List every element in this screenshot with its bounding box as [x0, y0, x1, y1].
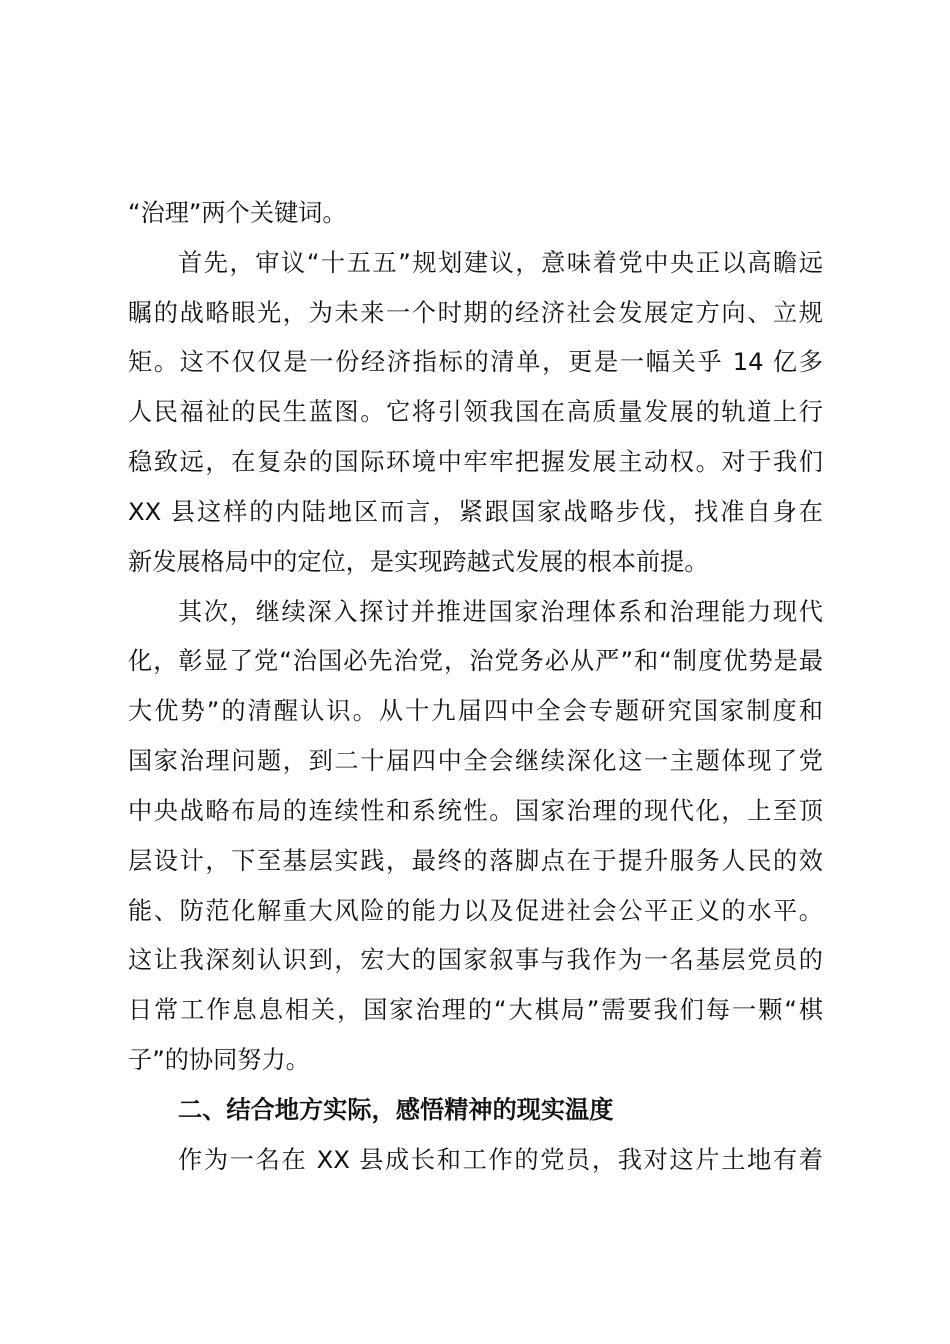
text-line: 国家治理问题，到二十届四中全会继续深化这一主题体现了党: [128, 747, 823, 776]
text-line: 稳致远，在复杂的国际环境中牢牢把握发展主动权。对于我们: [128, 448, 823, 477]
text-line: 新发展格局中的定位，是实现跨越式发展的根本前提。: [128, 547, 709, 576]
section-heading: 二、结合地方实际，感悟精神的现实温度: [178, 1095, 614, 1124]
text-line: 中央战略布局的连续性和系统性。国家治理的现代化，上至顶: [128, 796, 823, 825]
text-line: 作为一名在 XX 县成长和工作的党员，我对这片土地有着: [178, 1145, 823, 1174]
text-line: 日常工作息息相关，国家治理的“大棋局”需要我们每一颗“棋: [128, 996, 823, 1025]
text-line: 层设计，下至基层实践，最终的落脚点在于提升服务人民的效: [128, 846, 823, 875]
text-line: 这让我深刻认识到，宏大的国家叙事与我作为一名基层党员的: [128, 946, 823, 975]
text-line: 化，彰显了党“治国必先治党，治党务必从严”和“制度优势是最: [128, 647, 824, 676]
text-line: 大优势”的清醒认识。从十九届四中全会专题研究国家制度和: [128, 697, 823, 726]
text-line: 其次，继续深入探讨并推进国家治理体系和治理能力现代: [178, 597, 823, 626]
document-body: [128, 189, 823, 1186]
text-line: XX 县这样的内陆地区而言，紧跟国家战略步伐，找准自身在: [128, 497, 823, 526]
text-line: 子”的协同努力。: [128, 1046, 310, 1075]
text-line: 能、防范化解重大风险的能力以及促进社会公平正义的水平。: [128, 896, 823, 925]
text-line: “治理”两个关键词。: [128, 199, 347, 227]
text-line: 矩。这不仅仅是一份经济指标的清单，更是一幅关乎 14 亿多: [128, 348, 823, 377]
text-line: 首先，审议“十五五”规划建议，意味着党中央正以高瞻远: [178, 248, 823, 277]
text-line: 瞩的战略眼光，为未来一个时期的经济社会发展定方向、立规: [128, 298, 823, 327]
text-line: 人民福祉的民生蓝图。它将引领我国在高质量发展的轨道上行: [128, 398, 823, 427]
